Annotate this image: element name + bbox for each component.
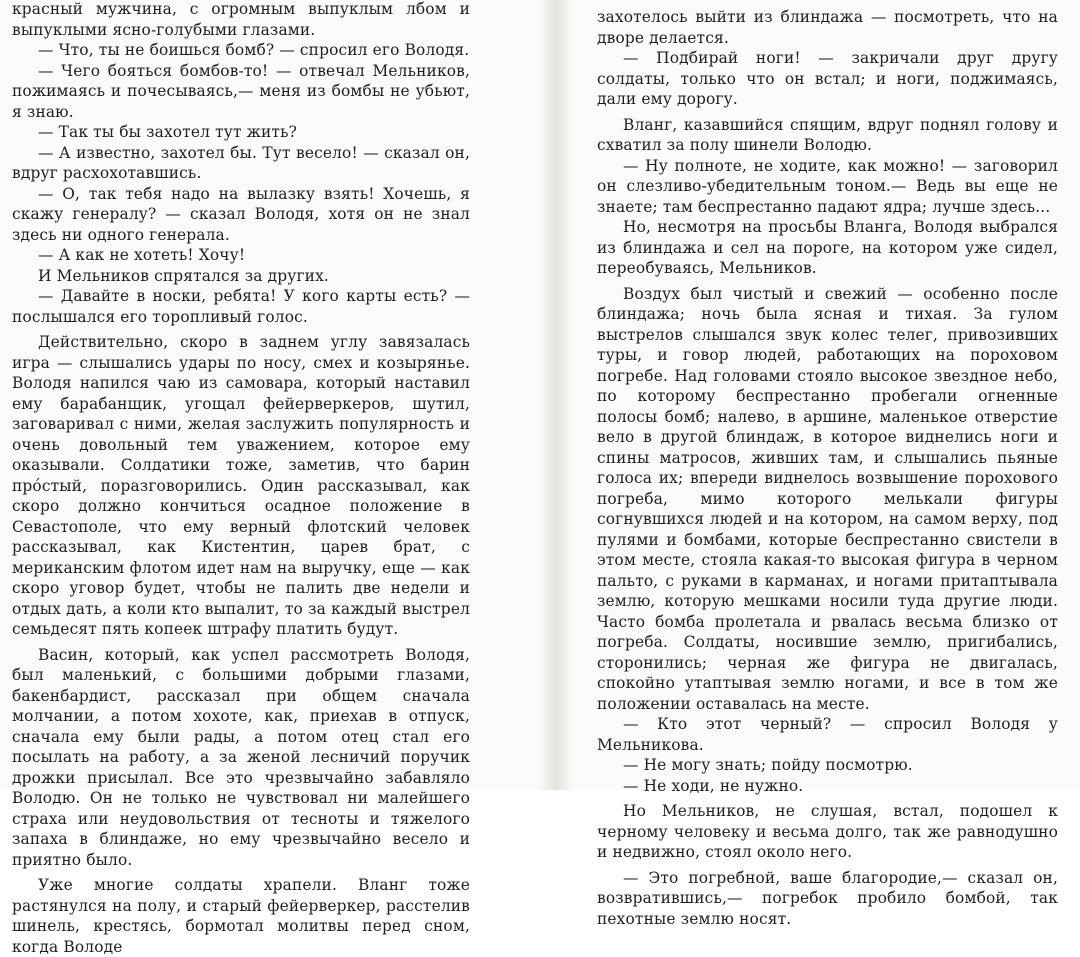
paragraph: — Так ты бы захотел тут жить? bbox=[38, 123, 297, 141]
paragraph: — А как не хотеть! Хочу! bbox=[38, 246, 246, 264]
paragraph: — Давайте в носки, ребята! У кого карты есть? — послышался его торопливый голос. bbox=[12, 287, 470, 326]
paragraph: — Ну полноте, не ходите, как можно! — заговорил он слезливо-убедительным тоном.— Ведь вы еще не знаете; там беспрестанно падают ядра; лучше здесь... bbox=[597, 156, 1058, 216]
right-page bbox=[597, 7, 1058, 929]
paragraph: Васин, который, как успел рассмотреть Володя, был маленький, с большими добрыми глазами, бакенбардист, рассказал при общем сначала молчании, а потом хохоте, как, приехав в отпуск, сначала ему были рады, а потом отец стал его посылать на работу, а за женой лесничий поручик дрожки присылал. Все это чрезвычайно забавляло Володю. Он не только не чувствовал ни малейшего страха или неудовольствия от тесноты и тяжелого запаха в блиндаже, но ему чрезвычайно весело и приятно было. bbox=[12, 645, 470, 869]
paragraph: Действительно, скоро в заднем углу завязалась игра — слышались удары по носу, смех и козырянье. Володя напился чаю из самовара, который наставил ему барабанщик, угощал фейерверкеров, шутил, заговаривал с ними, желая заслужить популярность и очень довольный тем уважением, которое ему оказывали. Солдатики тоже, заметив, что барин прóстый, поразговорились. Один рассказывал, как скоро должно кончиться осадное положение в Севастополе, что ему верный флотский человек рассказывал, как Кистентин, царев брат, с мериканским флотом идет нам на выручку, еще — как скоро уговор будет, чтобы не палить две недели и отдых дать, а коли кто выпалит, то за каждый выстрел семьдесят пять копеек штрафу платить будут. bbox=[12, 333, 470, 638]
paragraph: И Мельников спрятался за других. bbox=[38, 266, 329, 285]
paragraph: Но, несмотря на просьбы Вланга, Володя выбрался из блиндажа и сел на пороге, на котором уже сидел, переобуваясь, Мельников. bbox=[597, 218, 1058, 277]
left-page bbox=[12, 0, 470, 957]
paragraph: — А известно, захотел бы. Тут весело! — сказал он, вдруг расхохотавшись. bbox=[12, 143, 470, 182]
paragraph: Воздух был чистый и свежий — особенно после блиндажа; ночь была ясная и тихая. За гулом выстрелов слышался звук колес телег, привозивших туры, и говор людей, работающих на пороховом погребе. Над головами стояло высокое звездное небо, по которому беспрестанно пробегали огненные полосы бомб; налево, в аршине, маленькое отверстие вело в другой блиндаж, в которое виднелись ноги и спины матросов, живших там, и слышались пьяные голоса их; впереди виднелось возвышение порохового погреба, мимо которого мелькали фигуры согнувшихся людей и на котором, на самом верху, под пулями и бомбами, которые беспрестанно свистели в этом месте, стояла какая-то высокая фигура в черном пальто, с руками в карманах, и ногами притаптывала землю, которую мешками носили туда другие люди. Часто бомба пролетала и рвалась весьма близко от погреба. Солдаты, носившие землю, пригибались, сторонились; черная же фигура не двигалась, спокойно утаптывая землю ногами, и все в том же положении оставалась на месте. bbox=[597, 284, 1058, 713]
paragraph: — О, так тебя надо на вылазку взять! Хочешь, я скажу генералу? — сказал Володя, хотя он не знал здесь ни одного генерала. bbox=[12, 184, 470, 244]
paragraph: — Подбирай ноги! — закричали друг другу солдаты, только что он встал; и ноги, поджимаясь, дали ему дорогу. bbox=[597, 49, 1058, 108]
book-gutter bbox=[538, 0, 574, 790]
paragraph: — Это погребной, ваше благородие,— сказал он, возвратившись,— погребок пробило бомбой, так пехотные землю носят. bbox=[597, 868, 1058, 928]
paragraph: красный мужчина, с огромным выпуклым лбом и выпуклыми ясно-голубыми глазами. bbox=[12, 0, 470, 39]
paragraph: — Не могу знать; пойду посмотрю. bbox=[623, 756, 913, 774]
paragraph: Уже многие солдаты храпели. Вланг тоже растянулся на полу, и старый фейерверкер, расстелив шинель, крестясь, бормотал молитвы перед сном, когда Володе bbox=[12, 876, 470, 956]
paragraph: — Не ходи, не нужно. bbox=[623, 776, 804, 795]
paragraph: — Что, ты не боишься бомб? — спросил его Володя. bbox=[38, 41, 470, 59]
paragraph: — Чего бояться бомбов-то! — отвечал Мельников, пожимаясь и почесываясь,— меня из бомбы не убьют, я знаю. bbox=[12, 61, 470, 121]
paragraph: захотелось выйти из блиндажа — посмотреть, что на дворе делается. bbox=[597, 8, 1058, 47]
paragraph: — Кто этот черный? — спросил Володя у Мельникова. bbox=[597, 715, 1058, 754]
paragraph: Но Мельников, не слушая, встал, подошел к черному человеку и весьма долго, так же равнодушно и недвижно, стоял около него. bbox=[597, 802, 1058, 861]
paragraph: Вланг, казавшийся спящим, вдруг поднял голову и схватил за полу шинели Володю. bbox=[597, 115, 1058, 154]
